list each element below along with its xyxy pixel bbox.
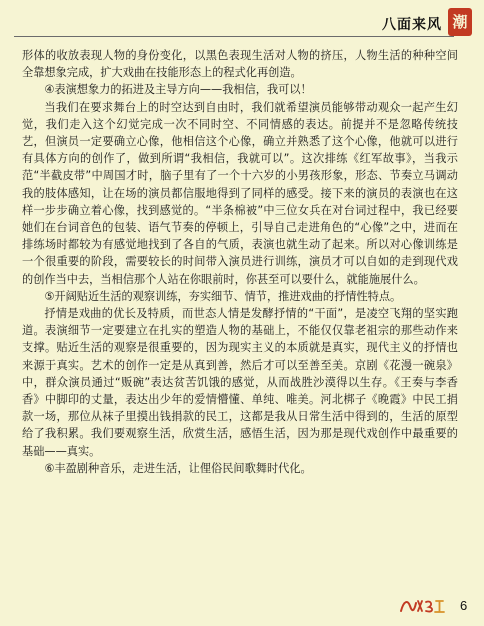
paragraph-continuation: 形体的收放表现人物的身份变化，以黑色表现生活对人物的挤压，人物生活的种种空间全靠想象完成，扩大戏曲在技能形态上的程式化再创造。: [22, 49, 458, 80]
column-tag-seal: 潮: [448, 8, 472, 36]
page-number: 6: [460, 598, 468, 613]
subheading-6: ⑥丰盈剧种音乐，走进生活，让俚俗民间歌舞时代化。: [44, 461, 312, 475]
section-title: 八面来风: [382, 17, 442, 33]
subheading-5: ⑤开阔贴近生活的观察训练，夯实细节、情节，推进戏曲的抒情性特点。: [44, 289, 402, 303]
article-body: [22, 47, 458, 477]
paragraph: 抒情是戏曲的优长及特质，而世态人情是发酵抒情的“干面”，是凌空飞翔的坚实跑道。表演细节一定要建立在扎实的塑造人物的基础上，不能仅仅靠老祖宗的那些动作来支撑。贴近生活的观察是很重要的，因为现实主义的本质就是真实，现代主义的抒情也来源于真实。艺术的创作一定是从真到善，然后才可以至善至美。京剧《花漫一碗泉》中，群众演员通过“贩碗”表达贫苦饥饿的感觉，从而战胜沙漠得以生存。《王奏与李香香》中脚印的丈量，表达出少年的爱情懵懂、单纯、唯美。河北梆子《晚霞》中民工捐款一场，那位从袜子里摸出钱捐款的民工，这都是我从日常生活中得到的，生活的原型给了我积累。我们要观察生活，欣赏生活，感悟生活，因为那是现代戏创作中最重要的基础——真实。: [22, 307, 458, 458]
paragraph: 当我们在要求舞台上的时空达到自由时，我们就希望演员能够带动观众一起产生幻觉，我们走入这个幻觉完成一次不同时空、不同情感的表达。前提并不是忽略传统技艺，但演员一定要确立心像，他相信这个心像，确立并熟悉了这个心像，他就可以进行有具体方向的创作了，做到所谓“我相信，我就可以”。这次排练《红军故事》，当我示范“半截皮带”中周国才时，脑子里有了一个十六岁的小男孩形象，形态、节奏立马调动我的肢体感知，让在场的演员都信服地得到了同样的感受。接下来的演员的表演也在这样一步步确立着心像，找到感觉的。“半条棉被”中三位女兵在对台词过程中，我已经要她们在台词音色的包装、语气节奏的停顿上，引导自己走进角色的“心像”之中，进而在排练场时都较为有感觉地找到了各自的气质，表演也就生动了起来。所以对心像训练是一个很重要的阶段，需要较长的时间带入演员进行训练，演员才可以自如的走到现代戏的创作当中去，当相信那个人站在你眼前时，你甚至可以要什么，就能施展什么。: [22, 100, 458, 286]
page-header: [0, 0, 484, 42]
subheading-4: ④表演想象力的拓进及主导方向——我相信，我可以！: [44, 83, 312, 97]
header-rule: [14, 36, 454, 37]
magazine-logo: [398, 597, 446, 615]
